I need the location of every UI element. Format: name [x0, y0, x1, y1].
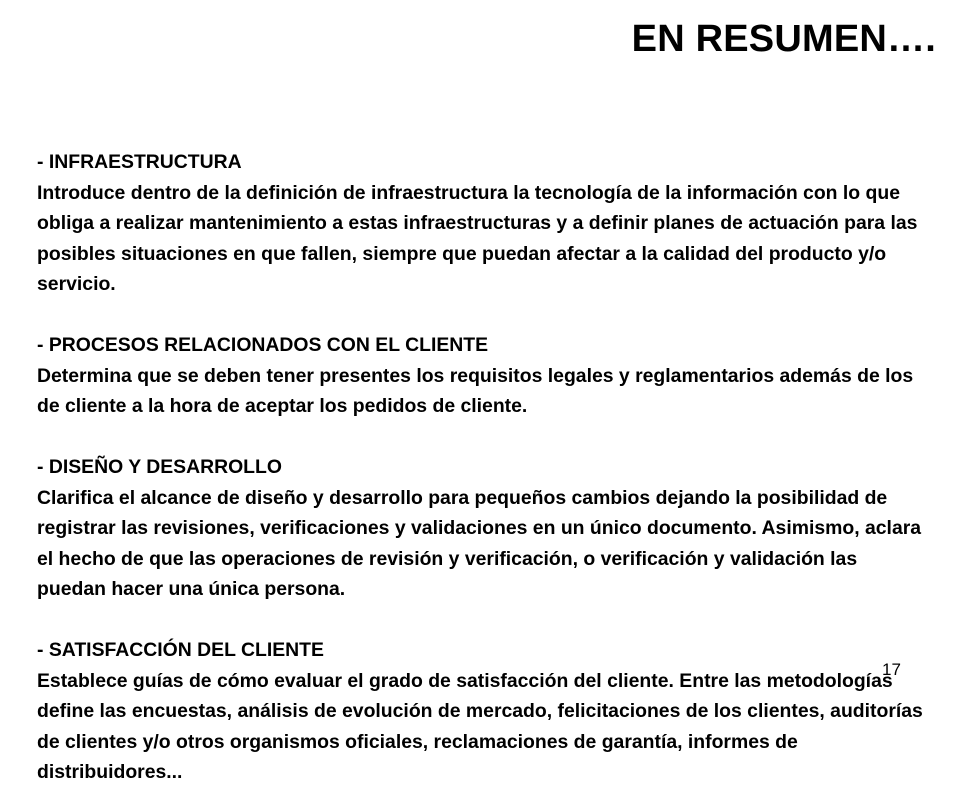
section-satisfaccion-cliente [37, 635, 927, 788]
slide-title: EN RESUMEN…. [631, 18, 936, 60]
page-number: 17 [882, 660, 901, 679]
section-body: Determina que se deben tener presentes los requisitos legales y reglamentarios además de los de cliente a la hora de aceptar los pedidos de cliente. [37, 364, 914, 417]
section-heading: - DISEÑO Y DESARROLLO [37, 456, 282, 478]
section-procesos-cliente [37, 330, 927, 422]
section-body: Clarifica el alcance de diseño y desarrollo para pequeños cambios dejando la posibilidad de registrar las revisiones, verificaciones y validaciones en un único documento. Asimismo, aclara el hecho de que las operaciones de revisión y verificación, o verificación y validación las puedan hacer una única persona. [37, 486, 922, 600]
section-diseno-desarrollo [37, 452, 927, 605]
section-body: Introduce dentro de la definición de infraestructura la tecnología de la información con lo que obliga a realizar mantenimiento a estas infraestructuras y a definir planes de actuación para las posibles situaciones en que fallen, siempre que puedan afectar a la calidad del producto y/o servicio. [37, 181, 918, 295]
section-body: Establece guías de cómo evaluar el grado de satisfacción del cliente. Entre las metodologías define las encuestas, análisis de evolución de mercado, felicitaciones de los clientes, auditorías de clientes y/o otros organismos oficiales, reclamaciones de garantía, informes de distribuidores... [37, 669, 923, 783]
section-infraestructura [37, 147, 927, 300]
section-heading: - INFRAESTRUCTURA [37, 151, 242, 173]
section-heading: - SATISFACCIÓN DEL CLIENTE [37, 639, 324, 661]
summary-content [37, 147, 927, 788]
section-heading: - PROCESOS RELACIONADOS CON EL CLIENTE [37, 334, 489, 356]
